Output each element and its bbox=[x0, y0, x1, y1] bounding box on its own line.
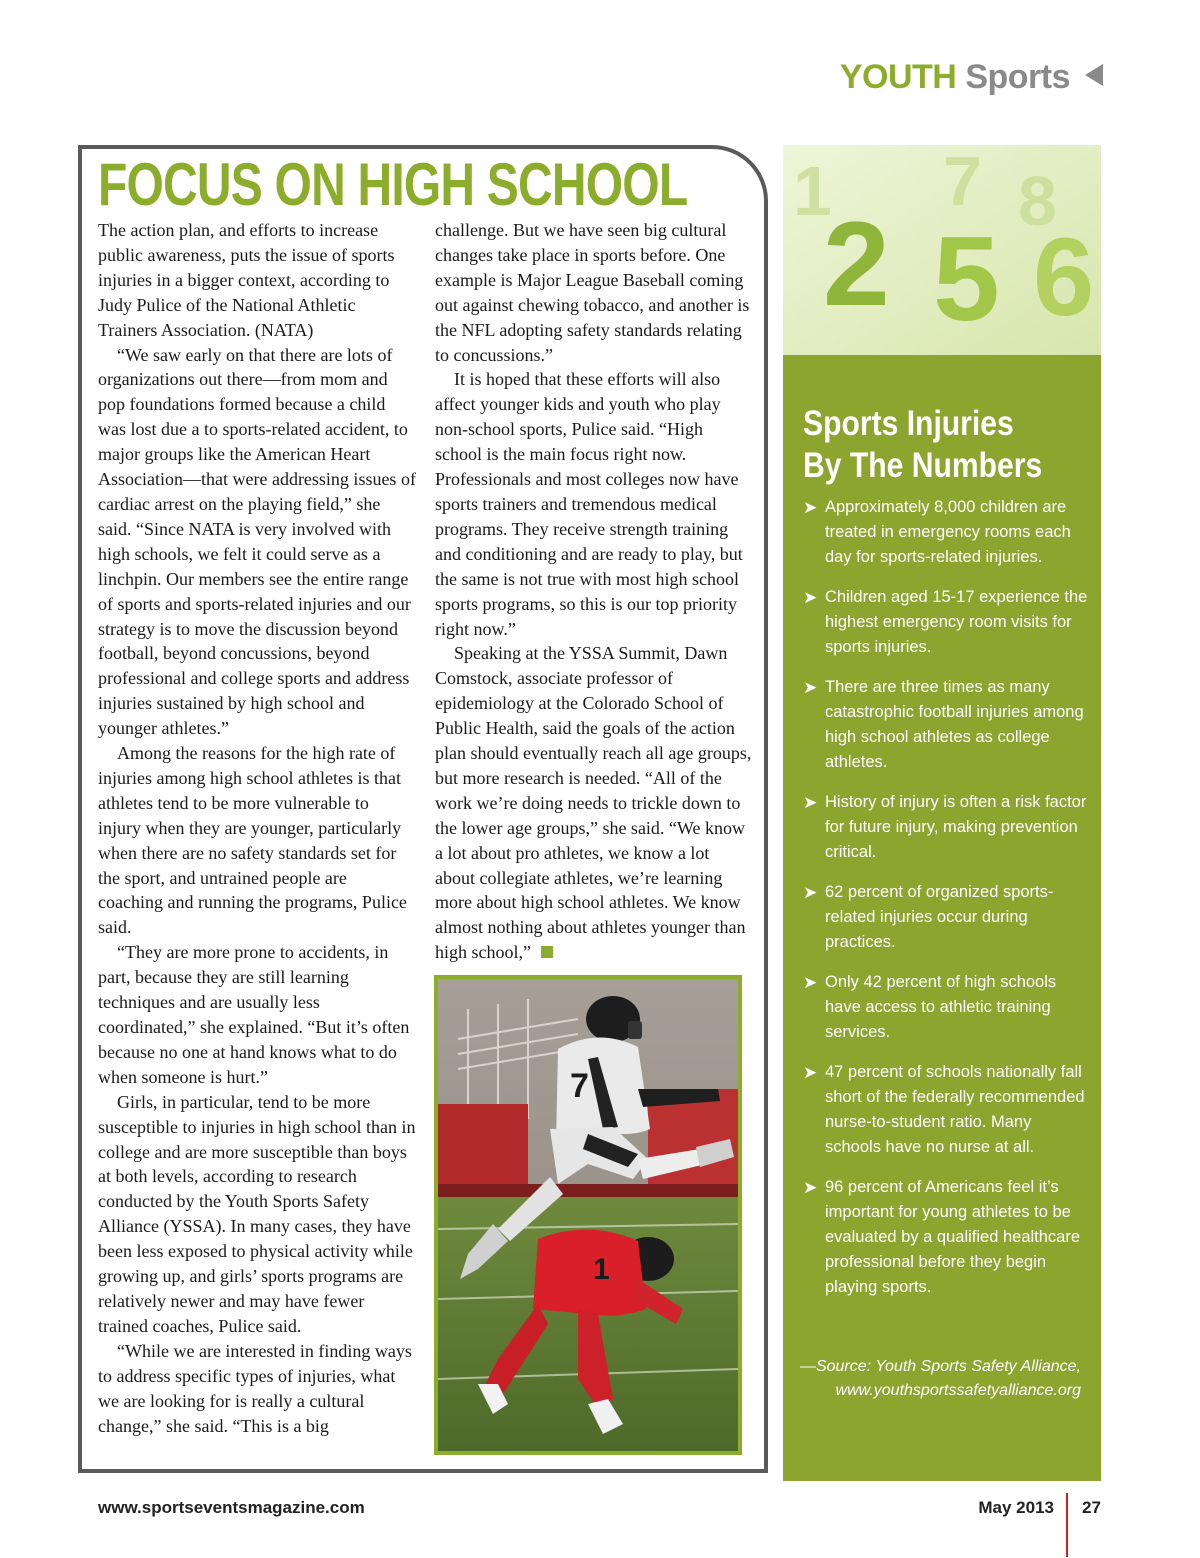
sidebar-title bbox=[803, 403, 1061, 487]
arrow-bullet-icon: ➤ bbox=[803, 793, 818, 812]
source-line-1: —Source: Youth Sports Safety Alliance, bbox=[799, 1358, 1081, 1375]
fact-text: History of injury is often a risk factor for future injury, making prevention critical. bbox=[825, 793, 1087, 861]
image-digit: 5 bbox=[933, 212, 1000, 346]
arrow-bullet-icon: ➤ bbox=[803, 678, 818, 697]
image-digit: 6 bbox=[1033, 216, 1095, 339]
arrow-bullet-icon: ➤ bbox=[803, 883, 818, 902]
image-digit: 1 bbox=[793, 152, 832, 230]
triangle-left-icon bbox=[1085, 64, 1103, 86]
footer-url: www.sportseventsmagazine.com bbox=[98, 1498, 365, 1517]
paragraph: challenge. But we have seen big cultural changes take place in sports before. One example is Major League Baseball coming out against chewing tobacco, and another is the NFL adopting safety standards relating to concussions.” bbox=[435, 220, 750, 365]
football-photo-illustration bbox=[438, 979, 738, 1451]
article-column-2 bbox=[435, 218, 753, 965]
jersey-number-back: 1 bbox=[593, 1253, 610, 1286]
jersey-number-front: 7 bbox=[570, 1067, 589, 1105]
numbers-image bbox=[783, 145, 1101, 355]
sidebar-title-line-2: By The Numbers bbox=[803, 446, 1043, 485]
fact-item bbox=[803, 1175, 1091, 1300]
paragraph: Girls, in particular, tend to be more susceptible to injuries in high school than in college and are more susceptible than boys at both levels, according to research conducted by the Youth Sports Safety Alliance (YSSA). In many cases, they have been less exposed to physical activity while growing up, and girls’ sports programs are relatively newer and may have fewer trained coaches, Pulice said. bbox=[98, 1091, 416, 1336]
headline: FOCUS ON HIGH SCHOOL bbox=[98, 151, 688, 218]
section-tag-youth: YOUTH bbox=[839, 58, 957, 96]
footer-divider bbox=[1066, 1493, 1068, 1557]
image-digit: 2 bbox=[823, 197, 890, 331]
paragraph: Among the reasons for the high rate of injuries among high school athletes is that athletes tend to be more vulnerable to injury when they are younger, particularly when there are no safety standards set for the sport, and untrained people are coaching and running the programs, Pulice said. bbox=[98, 743, 407, 938]
facts-list bbox=[803, 495, 1091, 1315]
paragraph bbox=[435, 641, 753, 965]
paragraph: “They are more prone to accidents, in part, because they are still learning techniques and are usually less coordinated,” she explained. “But it’s often because no one at hand knows what to do when someone is hurt.” bbox=[98, 942, 410, 1087]
arrow-bullet-icon: ➤ bbox=[803, 588, 818, 607]
source-line-2: www.youthsportssafetyalliance.org bbox=[835, 1382, 1081, 1399]
fact-text: Approximately 8,000 children are treated in emergency rooms each day for sports-related injuries. bbox=[825, 498, 1071, 566]
arrow-bullet-icon: ➤ bbox=[803, 498, 818, 517]
end-mark-icon bbox=[541, 946, 553, 958]
fact-item bbox=[803, 675, 1091, 775]
fact-item bbox=[803, 1060, 1091, 1160]
fact-item bbox=[803, 585, 1091, 660]
fact-text: 47 percent of schools nationally fall short of the federally recommended nurse-to-student ratio. Many schools have no nurse at all. bbox=[825, 1063, 1085, 1156]
numbers-illustration bbox=[783, 145, 1101, 355]
paragraph: “We saw early on that there are lots of organizations out there—from mom and pop foundations formed because a child was lost due a to sports-related accident, to major groups like the American Heart Association—that were addressing issues of cardiac arrest on the playing field,” she said. “Since NATA is very involved with high schools, we felt it could serve as a linchpin. Our members see the entire range of sports and sports-related injuries and our strategy is to move the discussion beyond football, beyond concussions, beyond professional and college sports and address injuries sustained by high school and younger athletes.” bbox=[98, 344, 416, 739]
fact-item bbox=[803, 970, 1091, 1045]
section-tag-sports: Sports bbox=[965, 58, 1070, 96]
page-number: 27 bbox=[1082, 1498, 1101, 1517]
image-digit: 8 bbox=[1018, 162, 1057, 240]
section-tag bbox=[840, 58, 1070, 97]
fact-item bbox=[803, 790, 1091, 865]
paragraph: The action plan, and efforts to increase public awareness, puts the issue of sports injuries in a bigger context, according to Judy Pulice of the National Athletic Trainers Association. (NATA) bbox=[98, 220, 395, 340]
fact-text: There are three times as many catastrophic football injuries among high school athletes as college athletes. bbox=[825, 678, 1084, 771]
arrow-bullet-icon: ➤ bbox=[803, 1178, 818, 1197]
arrow-bullet-icon: ➤ bbox=[803, 1063, 818, 1082]
arrow-bullet-icon: ➤ bbox=[803, 973, 818, 992]
fact-text: Only 42 percent of high schools have access to athletic training services. bbox=[825, 973, 1057, 1041]
fact-text: 96 percent of Americans feel it’s important for young athletes to be evaluated by a qualified healthcare professional before they begin playing sports. bbox=[825, 1178, 1081, 1296]
sidebar-title-line-1: Sports Injuries bbox=[803, 404, 1014, 443]
fact-text: Children aged 15-17 experience the highest emergency room visits for sports injuries. bbox=[825, 588, 1088, 656]
paragraph: “While we are interested in finding ways to address specific types of injuries, what we are looking for is really a cultural change,” she said. “This is a big bbox=[98, 1340, 412, 1436]
article-column-1 bbox=[98, 218, 416, 1438]
source-credit bbox=[791, 1355, 1081, 1403]
image-digit: 7 bbox=[943, 145, 982, 220]
fact-item bbox=[803, 880, 1091, 955]
sidebar-panel bbox=[783, 145, 1101, 1481]
fact-item bbox=[803, 495, 1091, 570]
paragraph: It is hoped that these efforts will also affect younger kids and youth who play non-school sports, Pulice said. “High school is the main focus right now. Professionals and most colleges now have sports trainers and tremendous medical programs. They receive strength training and conditioning and are ready to play, but the same is not true with most high school sports programs, so this is our top priority right now.” bbox=[435, 369, 743, 639]
fact-text: 62 percent of organized sports-related injuries occur during practices. bbox=[825, 883, 1054, 951]
paragraph-text: Speaking at the YSSA Summit, Dawn Comstock, associate professor of epidemiology at the Colorado School of Public Health, said the goals of the action plan should eventually reach all age groups, but more research is needed. “All of the work we’re doing needs to trickle down to the lower age groups,” she said. “We know a lot about pro athletes, we know a lot about collegiate athletes, we’re learning more about high school athletes. We know almost nothing about athletes younger than high school,” bbox=[435, 643, 752, 963]
footer-date: May 2013 bbox=[978, 1498, 1054, 1517]
football-photo bbox=[434, 975, 742, 1455]
